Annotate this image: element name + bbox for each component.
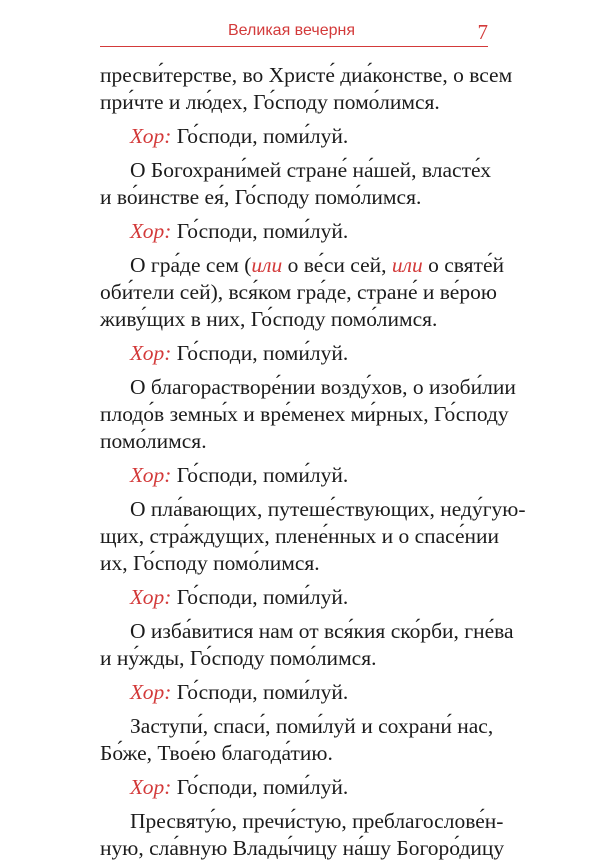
- petition-line: при́чте и лю́дех, Го́споду помо́лимся.: [100, 90, 440, 114]
- petition-line: пресви́терстве, во Христе́ диа́констве, о всем: [100, 63, 513, 87]
- petition-fragment: О гра́де сем (: [130, 253, 252, 277]
- chorus-label: Хор:: [130, 341, 172, 365]
- chorus-response: [100, 462, 490, 489]
- petition-line: О пла́вающих, путеше́ствующих, неду́гую-: [130, 497, 526, 521]
- chorus-response: [100, 218, 490, 245]
- petition-line: плодо́в земны́х и вре́менех ми́рных, Го́споду: [100, 402, 509, 426]
- petition-fragment: о святе́й: [422, 253, 504, 277]
- petition-line: О Богохрани́мей стране́ на́шей, власте́х: [130, 158, 491, 182]
- response-text: Го́споди, поми́луй.: [176, 219, 349, 243]
- rubric-or: или: [251, 253, 283, 277]
- petition-line: помо́лимся.: [100, 429, 207, 453]
- petition-line: их, Го́споду помо́лимся.: [100, 551, 320, 575]
- petition-line: щих, стра́ждущих, плене́нных и о спасе́нии: [100, 524, 500, 548]
- chorus-response: [100, 584, 490, 611]
- petition-line: [100, 252, 504, 279]
- chorus-response: [100, 123, 490, 150]
- petition-line: Пресвяту́ю, пречи́стую, преблагослове́н-: [130, 809, 504, 833]
- petition-line: Бо́же, Твое́ю благода́тию.: [100, 741, 333, 765]
- running-title: Великая вечерня: [228, 22, 355, 39]
- chorus-label: Хор:: [130, 463, 172, 487]
- response-text: Го́споди, поми́луй.: [176, 463, 349, 487]
- chorus-label: Хор:: [130, 219, 172, 243]
- petition-line: Заступи́, спаси́, поми́луй и сохрани́ нас,: [130, 714, 494, 738]
- petition-line: живу́щих в них, Го́споду помо́лимся.: [100, 307, 438, 331]
- chorus-label: Хор:: [130, 775, 172, 799]
- petition-line: и во́инстве ея́, Го́споду помо́лимся.: [100, 185, 422, 209]
- page-number: 7: [477, 20, 488, 44]
- petition-line: О благорастворе́нии возду́хов, о изоби́лии: [130, 375, 516, 399]
- petition-line: оби́тели сей), вся́ком гра́де, стране́ и ве́рою: [100, 280, 497, 304]
- chorus-label: Хор:: [130, 585, 172, 609]
- chorus-response: [100, 679, 490, 706]
- response-text: Го́споди, поми́луй.: [176, 680, 349, 704]
- response-text: Го́споди, поми́луй.: [176, 775, 349, 799]
- header-rule: [100, 46, 488, 47]
- chorus-response: [100, 340, 490, 367]
- petition-fragment: о ве́си сей,: [282, 253, 392, 277]
- response-text: Го́споди, поми́луй.: [176, 124, 349, 148]
- petition-line: О изба́витися нам от вся́кия ско́рби, гне́ва: [130, 619, 514, 643]
- chorus-label: Хор:: [130, 124, 172, 148]
- liturgical-text: [100, 62, 526, 862]
- rubric-or: или: [391, 253, 423, 277]
- petition-line: ную, сла́вную Влады́чицу на́шу Богоро́дицу: [100, 836, 505, 860]
- response-text: Го́споди, поми́луй.: [176, 585, 349, 609]
- chorus-response: [100, 774, 490, 801]
- petition-line: и ну́жды, Го́споду помо́лимся.: [100, 646, 377, 670]
- page-header: [100, 22, 488, 46]
- response-text: Го́споди, поми́луй.: [176, 341, 349, 365]
- chorus-label: Хор:: [130, 680, 172, 704]
